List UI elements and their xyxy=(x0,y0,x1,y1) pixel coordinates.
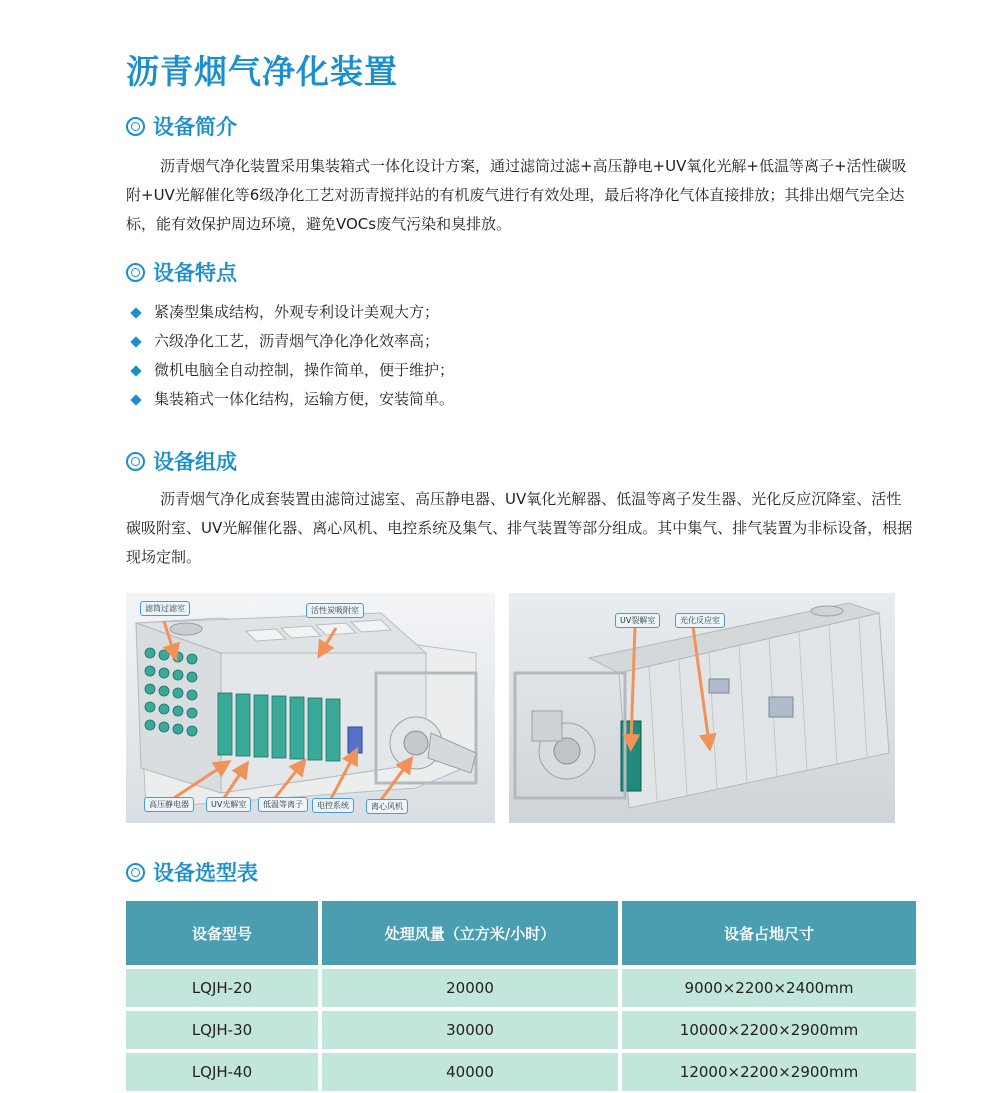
cell-model: LQJH-30 xyxy=(126,1009,320,1051)
device-illustration-right xyxy=(509,593,895,823)
column-header-airflow: 处理风量（立方米/小时） xyxy=(320,901,620,967)
section-heading-features xyxy=(126,258,237,286)
label-carbon-room: 活性炭吸附室 xyxy=(306,603,364,618)
label-photo-reaction: 光化反应室 xyxy=(675,613,725,628)
label-filter-room: 滤筒过滤室 xyxy=(140,601,190,616)
feature-list xyxy=(132,298,454,414)
column-header-model: 设备型号 xyxy=(126,901,320,967)
list-item xyxy=(132,298,454,327)
diamond-bullet-icon xyxy=(130,365,141,376)
feature-text: 集装箱式一体化结构，运输方便，安装简单。 xyxy=(154,390,455,408)
label-fan: 离心风机 xyxy=(366,799,408,814)
diamond-bullet-icon xyxy=(130,394,141,405)
section-heading-label: 设备特点 xyxy=(153,261,237,285)
cell-footprint: 12000×2200×2900mm xyxy=(620,1051,916,1091)
cell-model: LQJH-20 xyxy=(126,967,320,1009)
double-circle-icon xyxy=(126,263,145,282)
list-item xyxy=(132,327,454,356)
table-row xyxy=(126,1051,916,1091)
table-row xyxy=(126,967,916,1009)
section-heading-label: 设备组成 xyxy=(153,450,237,474)
section-heading-selection xyxy=(126,858,258,886)
label-control: 电控系统 xyxy=(312,798,354,813)
container-render-left xyxy=(126,593,495,823)
double-circle-icon xyxy=(126,452,145,471)
section-heading-composition xyxy=(126,447,237,475)
label-low-temp-plasma: 低温等离子 xyxy=(258,797,308,812)
composition-paragraph: 沥青烟气净化成套装置由滤筒过滤室、高压静电器、UV氧化光解器、低温等离子发生器、光化反应沉降室、活性碳吸附室、UV光解催化器、离心风机、电控系统及集气、排气装置等部分组成。其中集气、排气装置为非标设备，根据现场定制。 xyxy=(126,490,913,566)
list-item xyxy=(132,356,454,385)
double-circle-icon xyxy=(126,863,145,882)
cell-footprint: 9000×2200×2400mm xyxy=(620,967,916,1009)
cell-model: LQJH-40 xyxy=(126,1051,320,1091)
page-title: 沥青烟气净化装置 xyxy=(126,52,398,91)
cell-footprint: 10000×2200×2900mm xyxy=(620,1009,916,1051)
device-illustration-left xyxy=(126,593,495,823)
label-uv-room: UV裂解室 xyxy=(615,613,660,628)
section-heading-label: 设备选型表 xyxy=(153,861,258,885)
intro-paragraph: 沥青烟气净化装置采用集装箱式一体化设计方案，通过滤筒过滤+高压静电+UV氧化光解+低温等离子+活性碳吸附+UV光解催化等6级净化工艺对沥青搅拌站的有机废气进行有效处理，最后将净化气体直接排放；其排出烟气完全达标，能有效保护周边环境，避免VOCs废气污染和臭排放。 xyxy=(126,157,907,233)
feature-text: 紧凑型集成结构，外观专利设计美观大方； xyxy=(154,303,440,321)
column-header-footprint: 设备占地尺寸 xyxy=(620,901,916,967)
diamond-bullet-icon xyxy=(130,336,141,347)
diamond-bullet-icon xyxy=(130,307,141,318)
cell-airflow: 40000 xyxy=(320,1051,620,1091)
selection-table xyxy=(126,901,916,1091)
feature-text: 微机电脑全自动控制，操作简单，便于维护； xyxy=(154,361,455,379)
cell-airflow: 30000 xyxy=(320,1009,620,1051)
table-header-row xyxy=(126,901,916,967)
double-circle-icon xyxy=(126,117,145,136)
list-item xyxy=(132,385,454,414)
section-heading-intro xyxy=(126,112,237,140)
label-esp: 高压静电器 xyxy=(144,797,194,812)
cell-airflow: 20000 xyxy=(320,967,620,1009)
feature-text: 六级净化工艺，沥青烟气净化净化效率高； xyxy=(154,332,440,350)
section-heading-label: 设备简介 xyxy=(153,115,237,139)
label-uv-photolysis: UV光解室 xyxy=(206,797,251,812)
table-row xyxy=(126,1009,916,1051)
